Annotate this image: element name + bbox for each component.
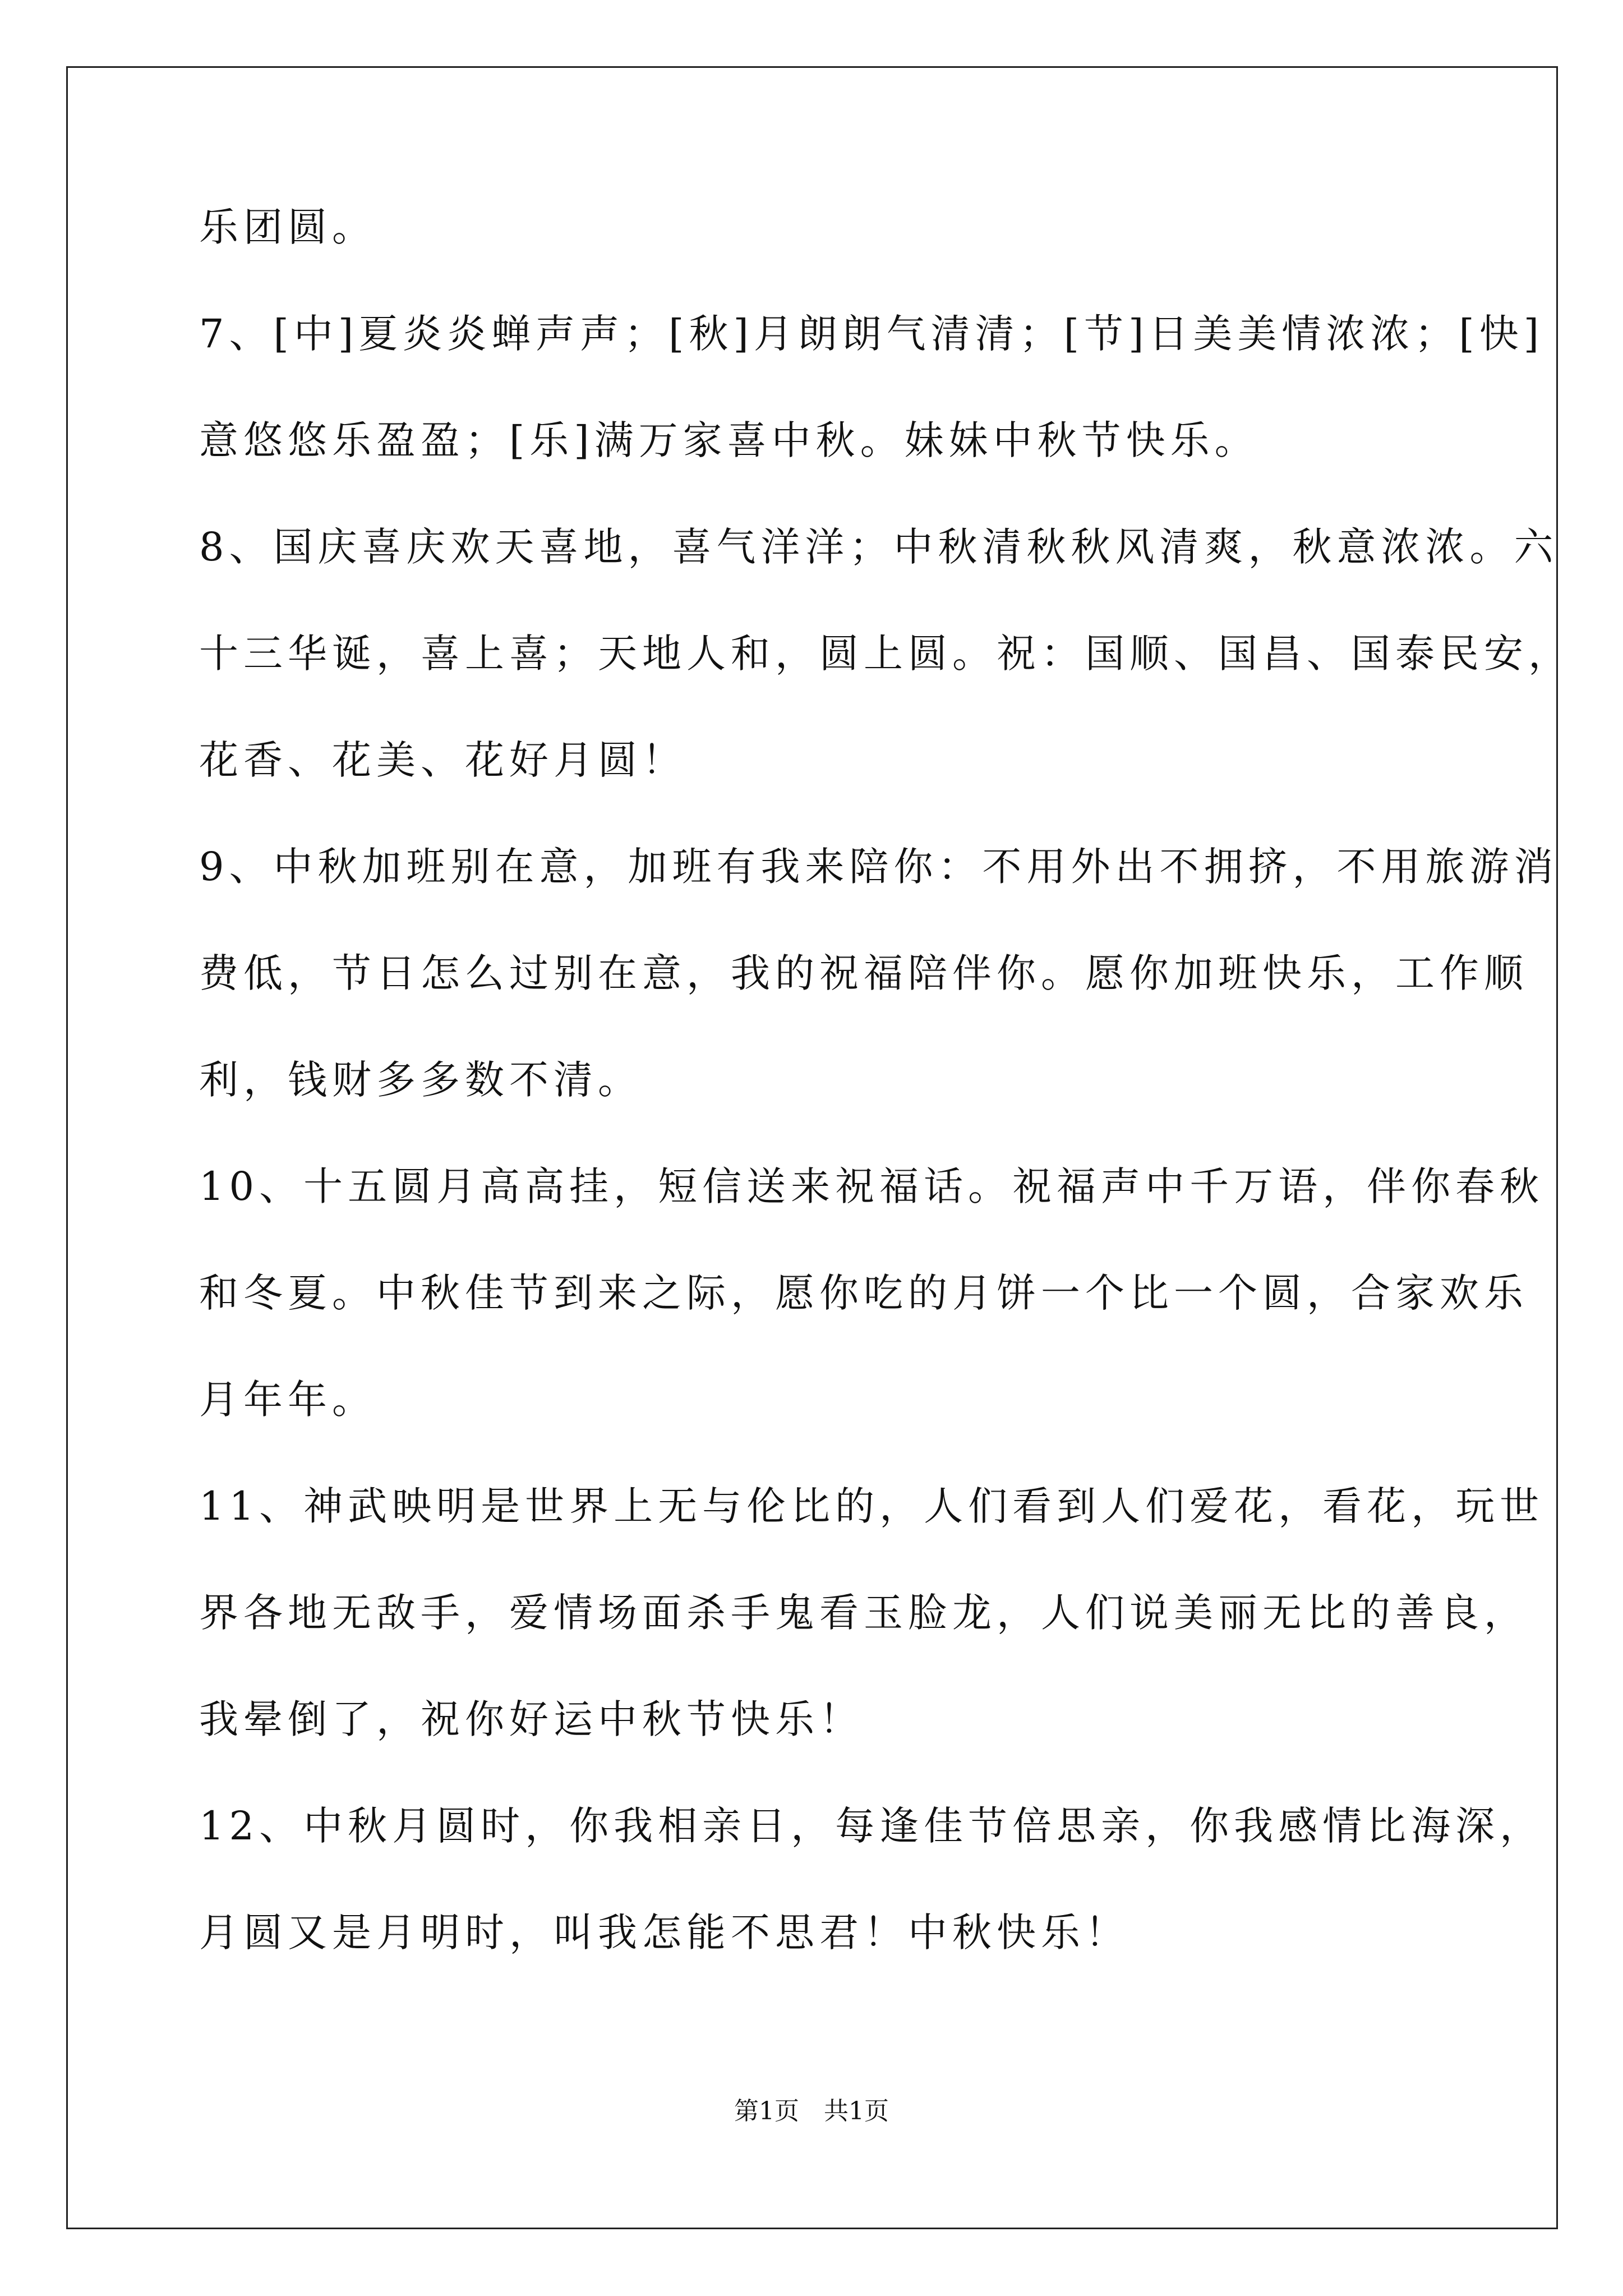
- text-line: 7、[中]夏炎炎蝉声声；[秋]月朗朗气清清；[节]日美美情浓浓；[快]: [199, 311, 1544, 357]
- text-line: 10、十五圆月高高挂，短信送来祝福话。祝福声中千万语，伴你春秋: [199, 1163, 1544, 1209]
- text-line: 11、神武映明是世界上无与伦比的，人们看到人们爱花，看花，玩世: [199, 1483, 1544, 1529]
- page-number-footer: 第1页 共1页: [734, 2097, 889, 2125]
- text-line: 花香、花美、花好月圆！: [199, 737, 686, 783]
- text-line: 乐团圆。: [199, 204, 376, 250]
- text-line: 界各地无敌手，爱情场面杀手鬼看玉脸龙，人们说美丽无比的善良，: [199, 1590, 1528, 1636]
- text-line: 8、国庆喜庆欢天喜地，喜气洋洋；中秋清秋秋风清爽，秋意浓浓。六: [199, 524, 1559, 570]
- text-line: 月年年。: [199, 1377, 376, 1423]
- text-line: 我晕倒了，祝你好运中秋节快乐！: [199, 1696, 864, 1742]
- text-line: 9、中秋加班别在意，加班有我来陪你：不用外出不拥挤，不用旅游消: [199, 844, 1559, 890]
- page-border: [66, 66, 1558, 2229]
- text-line: 意悠悠乐盈盈；[乐]满万家喜中秋。妹妹中秋节快乐。: [199, 417, 1259, 463]
- text-line: 费低，节日怎么过别在意，我的祝福陪伴你。愿你加班快乐，工作顺: [199, 950, 1528, 996]
- text-line: 十三华诞，喜上喜；天地人和，圆上圆。祝：国顺、国昌、国泰民安，: [199, 631, 1573, 677]
- text-line: 利，钱财多多数不清。: [199, 1057, 642, 1103]
- text-line: 月圆又是月明时，叫我怎能不思君！中秋快乐！: [199, 1910, 1129, 1955]
- text-line: 12、中秋月圆时，你我相亲日，每逢佳节倍思亲，你我感情比海深，: [199, 1803, 1544, 1849]
- text-line: 和冬夏。中秋佳节到来之际，愿你吃的月饼一个比一个圆，合家欢乐: [199, 1270, 1528, 1316]
